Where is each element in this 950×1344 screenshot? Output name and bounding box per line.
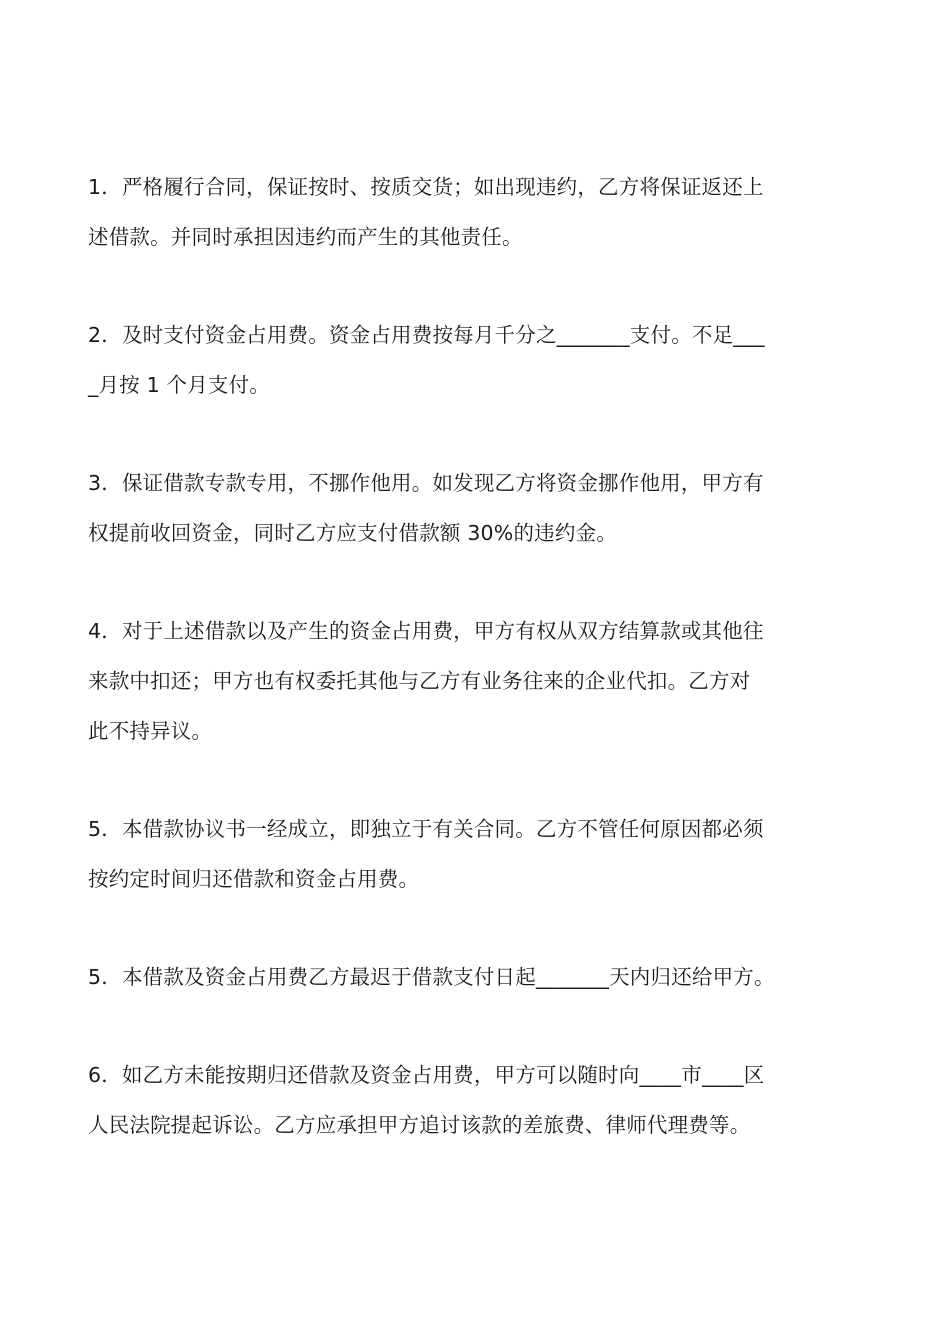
clause-6-line-2: 人民法院提起诉讼。乙方应承担甲方追讨该款的差旅费、律师代理费等。 — [88, 1113, 751, 1137]
clause-2-line-1: 2．及时支付资金占用费。资金占用费按每月千分之_______支付。不足___ — [88, 323, 765, 347]
clause-6-line-1: 6．如乙方未能按期归还借款及资金占用费，甲方可以随时向____市____区 — [88, 1063, 765, 1087]
clause-5b — [88, 952, 866, 1002]
clause-5a-line-1: 5．本借款协议书一经成立，即独立于有关合同。乙方不管任何原因都必须 — [88, 817, 764, 841]
clause-1-line-2: 述借款。并同时承担因违约而产生的其他责任。 — [88, 225, 523, 249]
clause-4-line-3: 此不持异议。 — [88, 719, 213, 743]
clause-2-line-2: _月按 1 个月支付。 — [88, 373, 271, 397]
clause-3 — [88, 458, 866, 558]
clause-3-line-1: 3．保证借款专款专用，不挪作他用。如发现乙方将资金挪作他用，甲方有 — [88, 471, 764, 495]
clause-4-line-2: 来款中扣还；甲方也有权委托其他与乙方有业务往来的企业代扣。乙方对 — [88, 669, 751, 693]
clause-1-line-1: 1．严格履行合同，保证按时、按质交货；如出现违约，乙方将保证返还上 — [88, 175, 764, 199]
clause-5a — [88, 804, 866, 904]
clause-5b-line-1: 5．本借款及资金占用费乙方最迟于借款支付日起_______天内归还给甲方。 — [88, 965, 775, 989]
clause-4-line-1: 4．对于上述借款以及产生的资金占用费，甲方有权从双方结算款或其他往 — [88, 619, 764, 643]
clause-5a-line-2: 按约定时间归还借款和资金占用费。 — [88, 867, 420, 891]
clause-2 — [88, 310, 866, 410]
document-body — [88, 162, 866, 1198]
clause-4 — [88, 606, 866, 756]
clause-3-line-2: 权提前收回资金，同时乙方应支付借款额 30%的违约金。 — [88, 521, 617, 545]
clause-6 — [88, 1050, 866, 1150]
clause-1 — [88, 162, 866, 262]
